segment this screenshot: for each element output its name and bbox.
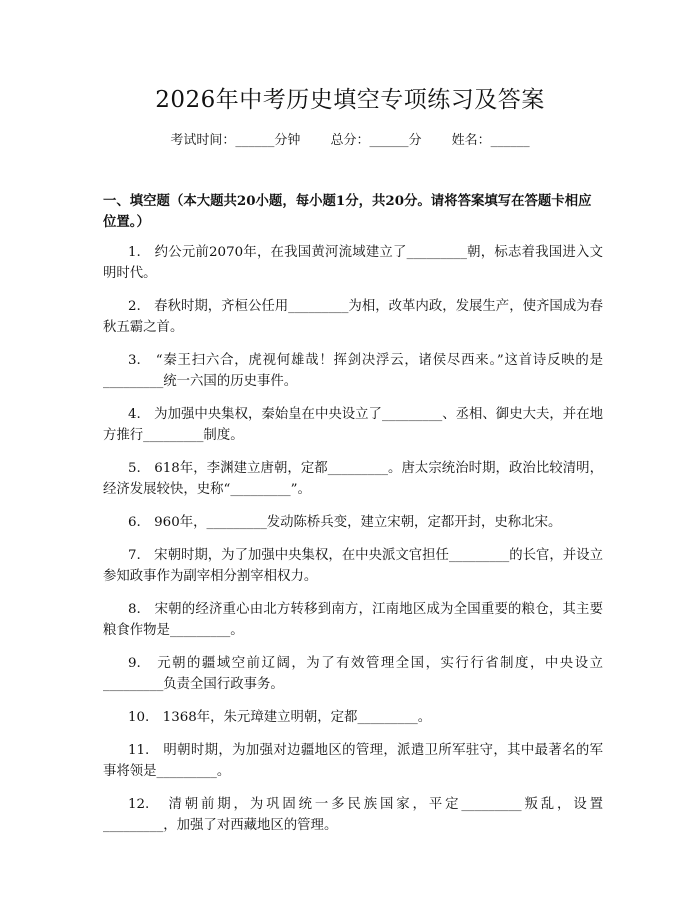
question-list bbox=[103, 242, 603, 848]
exam-time: 考试时间：______分钟 bbox=[170, 133, 301, 148]
question-item: 12. 清朝前期，为巩固统一多民族国家，平定_________叛乱，设置_________，加强了对西藏地区的管理。 bbox=[103, 797, 603, 833]
question-item: 5. 618年，李渊建立唐朝，定都_________。唐太宗统治时期，政治比较清明，经济发展较快，史称“_________”。 bbox=[103, 461, 603, 497]
question-item: 9. 元朝的疆域空前辽阔，为了有效管理全国，实行行省制度，中央设立_________负责全国行政事务。 bbox=[103, 656, 603, 692]
question-item: 8. 宋朝的经济重心由北方转移到南方，江南地区成为全国重要的粮仓，其主要粮食作物是_________。 bbox=[103, 602, 603, 638]
section-heading: 一、填空题（本大题共20小题，每小题1分，共20分。请将答案填写在答题卡相应位置。） bbox=[103, 193, 592, 230]
exam-score: 总分：______分 bbox=[330, 133, 422, 148]
student-name: 姓名：______ bbox=[451, 133, 530, 148]
question-item: 10. 1368年，朱元璋建立明朝，定都_________。 bbox=[128, 710, 432, 725]
question-item: 2. 春秋时期，齐桓公任用_________为相，改革内政，发展生产，使齐国成为春秋五霸之首。 bbox=[103, 299, 603, 335]
question-item: 4. 为加强中央集权，秦始皇在中央设立了_________、丞相、御史大夫，并在地方推行_________制度。 bbox=[103, 407, 603, 443]
question-item: 7. 宋朝时期，为了加强中央集权，在中央派文官担任_________的长官，并设立参知政事作为副宰相分割宰相权力。 bbox=[103, 548, 603, 584]
question-item: 1. 约公元前2070年，在我国黄河流域建立了_________朝，标志着我国进入文明时代。 bbox=[103, 245, 603, 281]
page-title: 2026年中考历史填空专项练习及答案 bbox=[155, 87, 545, 113]
exam-info bbox=[0, 131, 700, 151]
question-item: 6. 960年，_________发动陈桥兵变，建立宋朝，定都开封，史称北宋。 bbox=[128, 515, 562, 530]
question-item: 11. 明朝时期，为加强对边疆地区的管理，派遣卫所军驻守，其中最著名的军事将领是_________。 bbox=[103, 743, 603, 779]
question-item: 3. “秦王扫六合，虎视何雄哉！挥剑决浮云，诸侯尽西来。”这首诗反映的是_________统一六国的历史事件。 bbox=[103, 353, 603, 389]
